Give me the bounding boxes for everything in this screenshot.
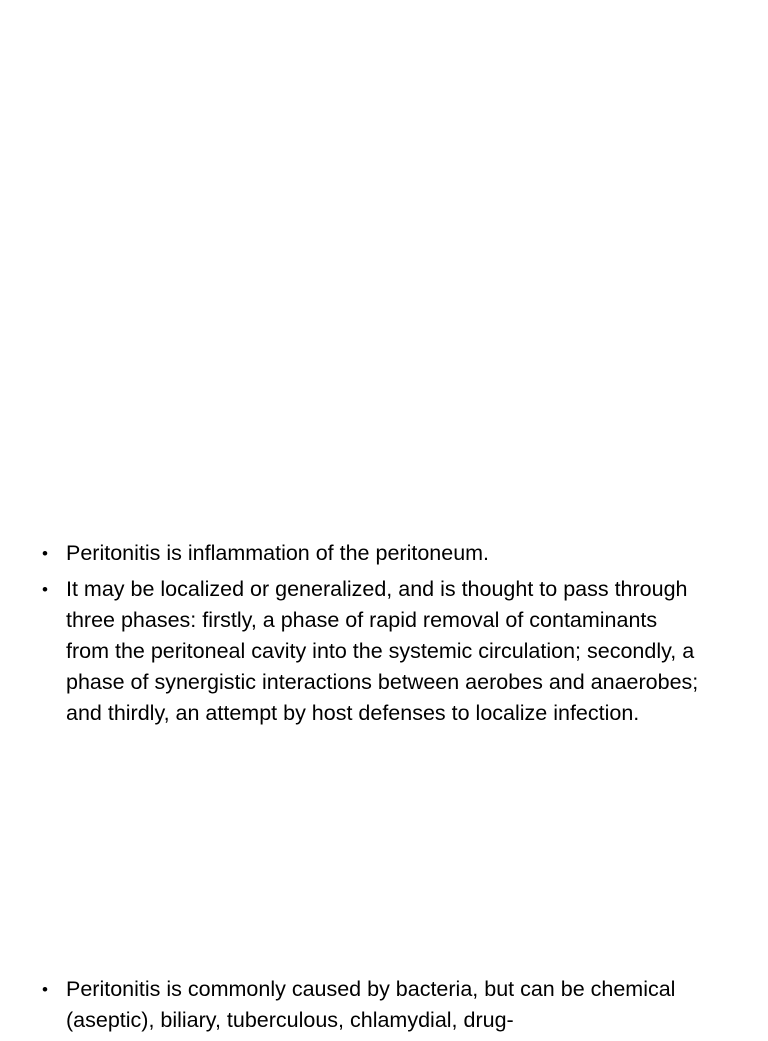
bullet-icon: • bbox=[42, 980, 48, 999]
bullet-list bbox=[0, 538, 768, 729]
slide-text-block-2 bbox=[0, 974, 768, 1041]
bullet-item bbox=[0, 974, 768, 1036]
bullet-item bbox=[0, 574, 768, 729]
slide-text-block-1 bbox=[0, 538, 768, 734]
bullet-icon: • bbox=[42, 580, 48, 599]
bullet-item bbox=[0, 538, 768, 569]
bullet-icon: • bbox=[42, 544, 48, 563]
bullet-list bbox=[0, 974, 768, 1036]
bullet-text: Peritonitis is commonly caused by bacteria, but can be chemical (aseptic), biliary, tuberculous, chlamydial, drug- bbox=[66, 977, 676, 1032]
bullet-text: Peritonitis is inflammation of the peritoneum. bbox=[66, 541, 490, 565]
bullet-text: It may be localized or generalized, and is thought to pass through three phases: firstly, a phase of rapid removal of contaminants from the peritoneal cavity into the systemic circulation; secondly, a phase of synergistic interactions between aerobes and anaerobes; and thirdly, an attempt by host defenses to localize infection. bbox=[66, 577, 699, 725]
